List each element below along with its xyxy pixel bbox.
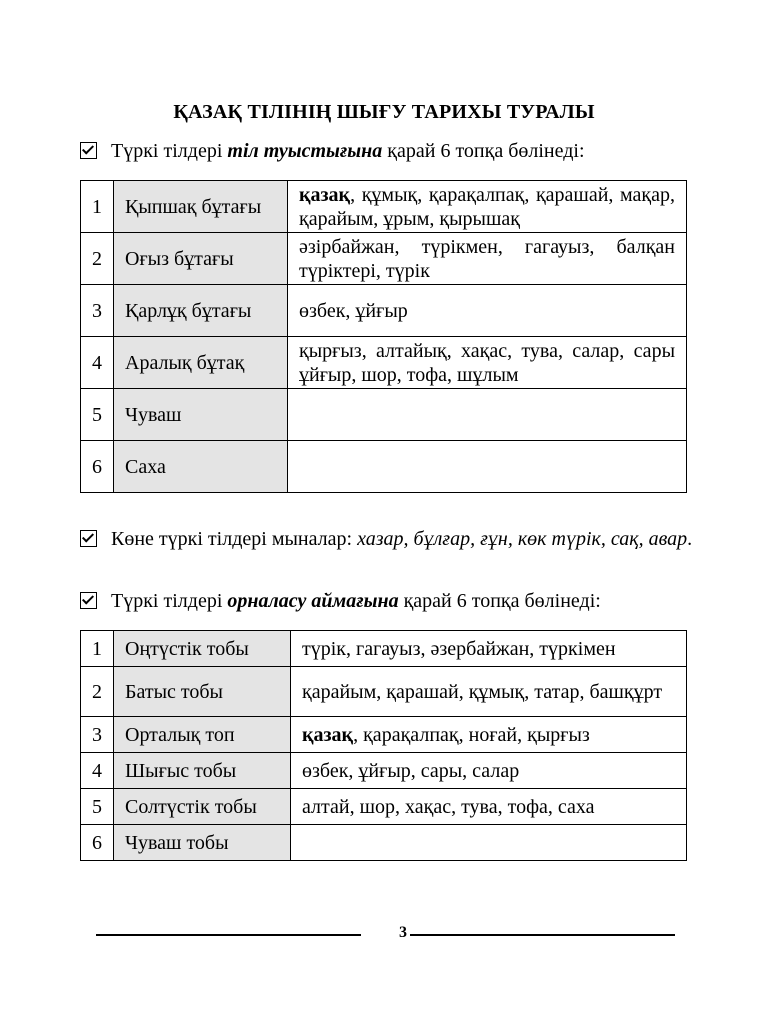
checkbox-icon <box>80 142 97 159</box>
row-number: 2 <box>81 667 114 717</box>
row-number: 6 <box>81 441 114 493</box>
footer-rule-left <box>96 934 361 936</box>
group-name: Батыс тобы <box>114 667 291 717</box>
row-number: 1 <box>81 631 114 667</box>
row-number: 2 <box>81 233 114 285</box>
table-row <box>81 667 687 717</box>
region-groups-table <box>80 630 687 861</box>
table-row <box>81 789 687 825</box>
line-text-before: Көне түркі тілдері мыналар: <box>111 528 358 550</box>
line-text <box>111 527 727 552</box>
row-number: 5 <box>81 389 114 441</box>
table-row <box>81 181 687 233</box>
checkbox-icon <box>80 530 97 547</box>
line-text-emphasis: орналасу аймағына <box>227 590 399 612</box>
group-name: Чуваш тобы <box>114 825 291 861</box>
group-name: Орталық топ <box>114 717 291 753</box>
languages-cell <box>291 667 687 717</box>
kinship-groups-table <box>80 180 687 493</box>
line-text-emphasis: тіл туыстығына <box>227 140 383 162</box>
languages-text: әзірбайжан, түрікмен, гагауыз, балқан түріктері, түрік <box>299 235 675 282</box>
bullet-line-kinship <box>80 139 585 164</box>
languages-cell <box>291 753 687 789</box>
table-row <box>81 441 687 493</box>
group-name: Оңтүстік тобы <box>114 631 291 667</box>
languages-cell <box>291 789 687 825</box>
line-text-after: қарай 6 топқа бөлінеді: <box>398 590 601 612</box>
table-row <box>81 753 687 789</box>
languages-cell <box>288 389 687 441</box>
line-text-after: . <box>687 528 693 550</box>
bullet-line-region <box>80 589 601 614</box>
group-name: Чуваш <box>114 389 288 441</box>
bullet-line-ancient <box>80 527 728 552</box>
page-title: ҚАЗАҚ ТІЛІНІҢ ШЫҒУ ТАРИХЫ ТУРАЛЫ <box>173 101 595 123</box>
footer-rule-right <box>410 934 675 936</box>
row-number: 4 <box>81 753 114 789</box>
checkbox-icon <box>80 592 97 609</box>
page-number: 3 <box>399 924 407 941</box>
languages-text: қарайым, қарашай, құмық, татар, башқұрт <box>302 680 663 703</box>
languages-cell <box>291 631 687 667</box>
group-name: Саха <box>114 441 288 493</box>
table-row <box>81 631 687 667</box>
row-number: 3 <box>81 285 114 337</box>
group-name: Оғыз бұтағы <box>114 233 288 285</box>
languages-text: қырғыз, алтайық, хақас, тува, салар, сары ұйғыр, шор, тофа, шұлым <box>299 339 675 386</box>
group-name: Аралық бұтақ <box>114 337 288 389</box>
row-number: 1 <box>81 181 114 233</box>
languages-text: түрік, гагауыз, әзербайжан, түркімен <box>302 637 616 660</box>
region-groups-body <box>81 631 687 861</box>
table-row <box>81 285 687 337</box>
group-name: Шығыс тобы <box>114 753 291 789</box>
languages-bold: қазақ <box>302 723 354 746</box>
row-number: 6 <box>81 825 114 861</box>
table-row <box>81 717 687 753</box>
line-text-emphasis: хазар, бұлғар, ғұн, көк түрік, сақ, авар <box>357 528 688 550</box>
languages-text: , құмық, қарақалпақ, қарашай, мақар, қарайым, ұрым, қырышақ <box>299 183 675 230</box>
row-number: 5 <box>81 789 114 825</box>
line-text-before: Түркі тілдері <box>111 140 228 162</box>
languages-cell <box>288 441 687 493</box>
kinship-groups-body <box>81 181 687 493</box>
table-row <box>81 389 687 441</box>
languages-cell <box>288 285 687 337</box>
table-row <box>81 825 687 861</box>
languages-cell <box>288 337 687 389</box>
languages-text: , қарақалпақ, ноғай, қырғыз <box>353 723 590 746</box>
row-number: 3 <box>81 717 114 753</box>
languages-text: өзбек, ұйғыр, сары, салар <box>302 759 520 782</box>
languages-text: алтай, шор, хақас, тува, тофа, саха <box>302 795 595 818</box>
languages-cell <box>288 233 687 285</box>
line-text-after: қарай 6 топқа бөлінеді: <box>382 140 585 162</box>
group-name: Солтүстік тобы <box>114 789 291 825</box>
table-row <box>81 337 687 389</box>
languages-cell <box>291 717 687 753</box>
group-name: Қарлұқ бұтағы <box>114 285 288 337</box>
row-number: 4 <box>81 337 114 389</box>
languages-cell <box>288 181 687 233</box>
line-text-before: Түркі тілдері <box>111 590 228 612</box>
languages-bold: қазақ <box>299 183 351 206</box>
languages-text: өзбек, ұйғыр <box>299 299 408 322</box>
languages-cell <box>291 825 687 861</box>
group-name: Қыпшақ бұтағы <box>114 181 288 233</box>
table-row <box>81 233 687 285</box>
